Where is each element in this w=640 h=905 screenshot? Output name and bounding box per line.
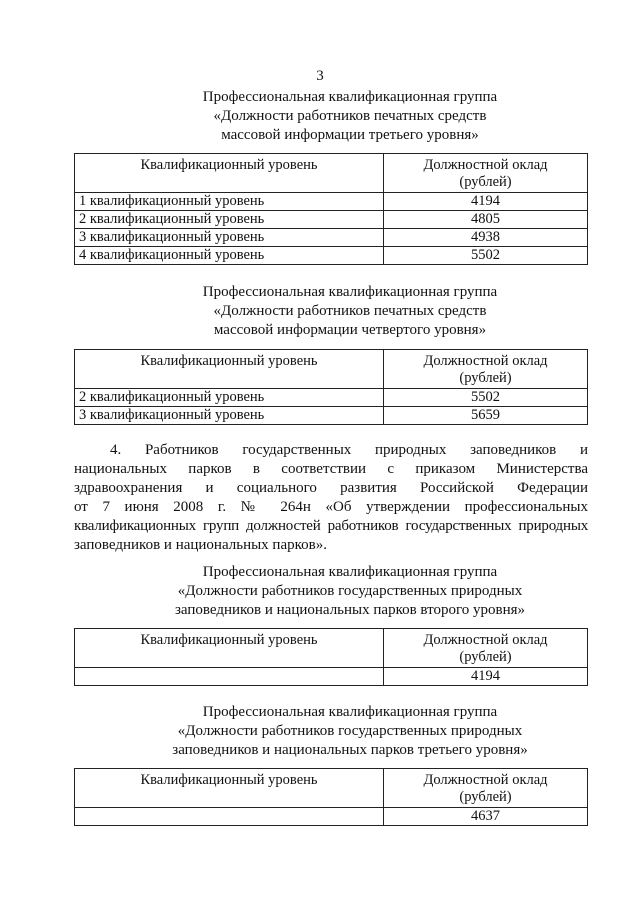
table-row <box>75 407 588 425</box>
header-level: Квалификационный уровень <box>75 154 384 193</box>
salary-table-1 <box>74 153 588 265</box>
paragraph-line: квалификационных групп должностей работников государственных природных <box>74 518 588 534</box>
table-row <box>75 247 588 265</box>
header-salary-line2: (рублей) <box>459 370 512 386</box>
header-level: Квалификационный уровень <box>75 769 384 808</box>
table-row <box>75 193 588 211</box>
paragraph-line: национальных парков в соответствии с приказом Министерства <box>74 461 588 477</box>
level-cell: 3 квалификационный уровень <box>75 229 384 247</box>
title-line: Профессиональная квалификационная группа <box>202 704 498 720</box>
title-line: «Должности работников государственных природных <box>177 723 523 739</box>
header-salary-line2: (рублей) <box>459 174 512 190</box>
paragraph-line: от 7 июня 2008 г. № 264н «Об утверждении профессиональных <box>74 499 588 515</box>
header-salary-line2: (рублей) <box>459 649 512 665</box>
salary-cell: 5502 <box>384 247 588 265</box>
header-salary-line1: Должностной оклад <box>423 157 548 173</box>
title-line: Профессиональная квалификационная группа <box>202 284 498 300</box>
salary-cell: 4637 <box>384 808 588 826</box>
level-cell: 4 квалификационный уровень <box>75 247 384 265</box>
table-row <box>75 229 588 247</box>
salary-cell: 5502 <box>384 389 588 407</box>
level-cell: 2 квалификационный уровень <box>75 211 384 229</box>
level-cell: 3 квалификационный уровень <box>75 407 384 425</box>
level-cell: 2 квалификационный уровень <box>75 389 384 407</box>
group-title-3 <box>60 563 640 620</box>
title-line: массовой информации третьего уровня» <box>221 127 479 143</box>
title-line: «Должности работников печатных средств <box>213 303 487 319</box>
table-header-row <box>75 350 588 389</box>
level-cell: 1 квалификационный уровень <box>75 193 384 211</box>
header-salary-line1: Должностной оклад <box>423 772 548 788</box>
title-line: Профессиональная квалификационная группа <box>202 89 498 105</box>
group-title-2 <box>60 283 640 340</box>
header-salary-line1: Должностной оклад <box>423 353 548 369</box>
salary-table-3 <box>74 628 588 686</box>
paragraph-4 <box>74 441 588 555</box>
salary-cell: 4938 <box>384 229 588 247</box>
salary-cell: 4805 <box>384 211 588 229</box>
title-line: заповедников и национальных парков второго уровня» <box>174 602 526 618</box>
title-line: массовой информации четвертого уровня» <box>213 322 487 338</box>
salary-cell: 5659 <box>384 407 588 425</box>
paragraph-line: 4. Работников государственных природных заповедников и <box>110 442 588 458</box>
table-header-row <box>75 154 588 193</box>
salary-cell: 4194 <box>384 193 588 211</box>
header-salary-line2: (рублей) <box>459 789 512 805</box>
title-line: Профессиональная квалификационная группа <box>202 564 498 580</box>
salary-cell: 4194 <box>384 668 588 686</box>
group-title-4 <box>60 703 640 760</box>
table-row <box>75 808 588 826</box>
header-salary-line1: Должностной оклад <box>423 632 548 648</box>
title-line: «Должности работников государственных природных <box>177 583 523 599</box>
level-cell <box>75 668 384 686</box>
table-row <box>75 389 588 407</box>
header-level: Квалификационный уровень <box>75 629 384 668</box>
group-title-1 <box>60 88 640 145</box>
table-row <box>75 211 588 229</box>
table-header-row <box>75 769 588 808</box>
table-row <box>75 668 588 686</box>
title-line: «Должности работников печатных средств <box>213 108 487 124</box>
salary-table-4 <box>74 768 588 826</box>
header-level: Квалификационный уровень <box>75 350 384 389</box>
salary-table-2 <box>74 349 588 425</box>
level-cell <box>75 808 384 826</box>
table-header-row <box>75 629 588 668</box>
paragraph-line: заповедников и национальных парков». <box>74 537 327 553</box>
paragraph-line: здравоохранения и социального развития Российской Федерации <box>74 480 588 496</box>
header-salary <box>384 629 588 668</box>
page-number: 3 <box>316 68 324 84</box>
title-line: заповедников и национальных парков третьего уровня» <box>172 742 528 758</box>
header-salary <box>384 769 588 808</box>
header-salary <box>384 154 588 193</box>
header-salary <box>384 350 588 389</box>
